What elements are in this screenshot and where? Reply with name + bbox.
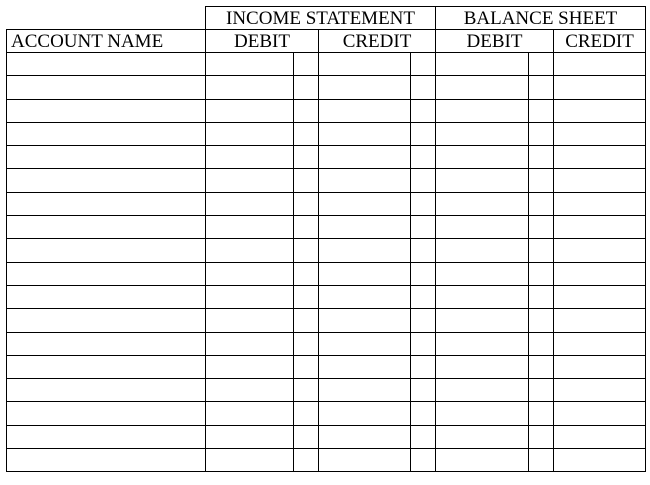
balance-credit-cell[interactable] — [554, 239, 646, 262]
income-debit-cents-cell[interactable] — [294, 146, 319, 169]
balance-credit-cell[interactable] — [554, 425, 646, 448]
balance-debit-cell[interactable] — [436, 122, 529, 145]
income-credit-cell[interactable] — [319, 99, 411, 122]
income-debit-cell[interactable] — [206, 146, 294, 169]
income-credit-cents-cell[interactable] — [411, 53, 436, 76]
income-credit-cell[interactable] — [319, 53, 411, 76]
income-credit-cents-cell[interactable] — [411, 332, 436, 355]
income-debit-cents-cell[interactable] — [294, 262, 319, 285]
income-debit-cents-cell[interactable] — [294, 355, 319, 378]
income-statement-header: INCOME STATEMENT — [206, 7, 436, 30]
income-debit-cents-cell[interactable] — [294, 285, 319, 308]
balance-debit-cents-cell[interactable] — [529, 425, 554, 448]
column-header-row — [7, 30, 646, 53]
income-credit-cell[interactable] — [319, 355, 411, 378]
table-row — [7, 379, 646, 402]
balance-credit-cell[interactable] — [554, 99, 646, 122]
account-name-cell[interactable] — [7, 216, 206, 239]
balance-debit-cents-cell[interactable] — [529, 309, 554, 332]
income-credit-cents-cell[interactable] — [411, 122, 436, 145]
income-credit-cents-cell[interactable] — [411, 309, 436, 332]
income-credit-cents-cell[interactable] — [411, 425, 436, 448]
table-row — [7, 76, 646, 99]
income-credit-cents-cell[interactable] — [411, 169, 436, 192]
balance-debit-cents-cell[interactable] — [529, 262, 554, 285]
income-credit-cell[interactable] — [319, 285, 411, 308]
balance-debit-cell[interactable] — [436, 99, 529, 122]
balance-debit-cell[interactable] — [436, 53, 529, 76]
balance-credit-cell[interactable] — [554, 379, 646, 402]
balance-debit-cents-cell[interactable] — [529, 76, 554, 99]
table-row — [7, 285, 646, 308]
income-debit-cell[interactable] — [206, 285, 294, 308]
income-credit-cell[interactable] — [319, 262, 411, 285]
account-name-cell[interactable] — [7, 355, 206, 378]
balance-credit-cell[interactable] — [554, 216, 646, 239]
balance-debit-cents-cell[interactable] — [529, 449, 554, 472]
table-row — [7, 169, 646, 192]
table-row — [7, 99, 646, 122]
account-name-cell[interactable] — [7, 379, 206, 402]
balance-debit-cell[interactable] — [436, 169, 529, 192]
table-row — [7, 402, 646, 425]
income-debit-cell[interactable] — [206, 332, 294, 355]
table-row — [7, 53, 646, 76]
income-debit-cents-cell[interactable] — [294, 169, 319, 192]
income-debit-cell[interactable] — [206, 449, 294, 472]
income-debit-cell[interactable] — [206, 216, 294, 239]
balance-debit-cents-cell[interactable] — [529, 192, 554, 215]
account-name-cell[interactable] — [7, 99, 206, 122]
income-credit-cents-cell[interactable] — [411, 99, 436, 122]
income-debit-cents-cell[interactable] — [294, 425, 319, 448]
income-debit-cents-cell[interactable] — [294, 192, 319, 215]
income-debit-cents-cell[interactable] — [294, 449, 319, 472]
income-credit-cents-cell[interactable] — [411, 379, 436, 402]
income-credit-cell[interactable] — [319, 332, 411, 355]
income-credit-cents-cell[interactable] — [411, 239, 436, 262]
income-debit-cell[interactable] — [206, 425, 294, 448]
balance-debit-cell[interactable] — [436, 146, 529, 169]
table-row — [7, 449, 646, 472]
income-credit-cell[interactable] — [319, 402, 411, 425]
income-debit-cents-cell[interactable] — [294, 53, 319, 76]
income-debit-cents-cell[interactable] — [294, 379, 319, 402]
balance-credit-cell[interactable] — [554, 169, 646, 192]
income-credit-cell[interactable] — [319, 449, 411, 472]
balance-credit-cell[interactable] — [554, 332, 646, 355]
balance-debit-cell[interactable] — [436, 239, 529, 262]
income-credit-cell[interactable] — [319, 379, 411, 402]
balance-credit-cell[interactable] — [554, 449, 646, 472]
income-debit-cents-cell[interactable] — [294, 402, 319, 425]
balance-debit-cents-cell[interactable] — [529, 122, 554, 145]
balance-debit-cell[interactable] — [436, 449, 529, 472]
balance-debit-cell[interactable] — [436, 402, 529, 425]
income-debit-cell[interactable] — [206, 379, 294, 402]
income-credit-header: CREDIT — [319, 30, 436, 53]
income-debit-cents-cell[interactable] — [294, 332, 319, 355]
income-credit-cents-cell[interactable] — [411, 355, 436, 378]
income-debit-cents-cell[interactable] — [294, 239, 319, 262]
balance-debit-cell[interactable] — [436, 379, 529, 402]
balance-credit-cell[interactable] — [554, 53, 646, 76]
balance-debit-cell[interactable] — [436, 425, 529, 448]
account-name-cell[interactable] — [7, 239, 206, 262]
balance-debit-cents-cell[interactable] — [529, 99, 554, 122]
balance-debit-cents-cell[interactable] — [529, 146, 554, 169]
income-credit-cell[interactable] — [319, 146, 411, 169]
balance-debit-cell[interactable] — [436, 355, 529, 378]
income-credit-cents-cell[interactable] — [411, 76, 436, 99]
table-row — [7, 122, 646, 145]
account-name-cell[interactable] — [7, 309, 206, 332]
income-debit-cell[interactable] — [206, 262, 294, 285]
income-credit-cell[interactable] — [319, 76, 411, 99]
balance-debit-cents-cell[interactable] — [529, 53, 554, 76]
balance-debit-cents-cell[interactable] — [529, 379, 554, 402]
income-credit-cell[interactable] — [319, 425, 411, 448]
income-debit-cell[interactable] — [206, 309, 294, 332]
balance-debit-cents-cell[interactable] — [529, 355, 554, 378]
balance-credit-cell[interactable] — [554, 122, 646, 145]
table-row — [7, 216, 646, 239]
income-credit-cents-cell[interactable] — [411, 402, 436, 425]
balance-debit-cell[interactable] — [436, 76, 529, 99]
income-debit-cell[interactable] — [206, 99, 294, 122]
account-name-cell[interactable] — [7, 262, 206, 285]
table-row — [7, 332, 646, 355]
income-debit-cell[interactable] — [206, 402, 294, 425]
balance-credit-cell[interactable] — [554, 402, 646, 425]
account-name-cell[interactable] — [7, 425, 206, 448]
account-name-cell[interactable] — [7, 169, 206, 192]
blank-corner-cell — [7, 7, 206, 30]
income-debit-cell[interactable] — [206, 192, 294, 215]
balance-debit-cents-cell[interactable] — [529, 239, 554, 262]
balance-credit-cell[interactable] — [554, 262, 646, 285]
income-credit-cell[interactable] — [319, 169, 411, 192]
balance-debit-cents-cell[interactable] — [529, 216, 554, 239]
balance-sheet-header: BALANCE SHEET — [436, 7, 646, 30]
account-name-cell[interactable] — [7, 53, 206, 76]
income-debit-cents-cell[interactable] — [294, 216, 319, 239]
worksheet-table — [6, 6, 646, 472]
balance-debit-cents-cell[interactable] — [529, 332, 554, 355]
balance-credit-cell[interactable] — [554, 285, 646, 308]
balance-debit-cents-cell[interactable] — [529, 169, 554, 192]
income-debit-cell[interactable] — [206, 239, 294, 262]
balance-debit-cell[interactable] — [436, 216, 529, 239]
income-credit-cents-cell[interactable] — [411, 449, 436, 472]
income-debit-cell[interactable] — [206, 53, 294, 76]
balance-debit-cell[interactable] — [436, 285, 529, 308]
income-debit-cell[interactable] — [206, 122, 294, 145]
income-debit-cell[interactable] — [206, 355, 294, 378]
table-row — [7, 192, 646, 215]
balance-credit-cell[interactable] — [554, 146, 646, 169]
balance-debit-cents-cell[interactable] — [529, 402, 554, 425]
income-credit-cents-cell[interactable] — [411, 192, 436, 215]
table-row — [7, 355, 646, 378]
account-name-cell[interactable] — [7, 76, 206, 99]
balance-credit-cell[interactable] — [554, 76, 646, 99]
income-debit-cents-cell[interactable] — [294, 309, 319, 332]
table-row — [7, 309, 646, 332]
income-debit-cents-cell[interactable] — [294, 99, 319, 122]
table-row — [7, 425, 646, 448]
table-row — [7, 146, 646, 169]
balance-credit-cell[interactable] — [554, 309, 646, 332]
balance-debit-cell[interactable] — [436, 192, 529, 215]
income-debit-cents-cell[interactable] — [294, 76, 319, 99]
account-name-cell[interactable] — [7, 146, 206, 169]
income-credit-cents-cell[interactable] — [411, 146, 436, 169]
income-credit-cell[interactable] — [319, 309, 411, 332]
group-header-row — [7, 7, 646, 30]
income-credit-cell[interactable] — [319, 122, 411, 145]
balance-debit-cell[interactable] — [436, 262, 529, 285]
income-credit-cents-cell[interactable] — [411, 262, 436, 285]
account-name-cell[interactable] — [7, 449, 206, 472]
income-credit-cents-cell[interactable] — [411, 216, 436, 239]
income-credit-cell[interactable] — [319, 239, 411, 262]
table-row — [7, 239, 646, 262]
balance-credit-header: CREDIT — [554, 30, 646, 53]
worksheet-body — [7, 53, 646, 472]
income-credit-cents-cell[interactable] — [411, 285, 436, 308]
balance-debit-header: DEBIT — [436, 30, 554, 53]
income-credit-cell[interactable] — [319, 192, 411, 215]
table-row — [7, 262, 646, 285]
income-credit-cell[interactable] — [319, 216, 411, 239]
balance-credit-cell[interactable] — [554, 192, 646, 215]
balance-debit-cell[interactable] — [436, 332, 529, 355]
balance-debit-cell[interactable] — [436, 309, 529, 332]
account-name-cell[interactable] — [7, 402, 206, 425]
account-name-cell[interactable] — [7, 122, 206, 145]
balance-debit-cents-cell[interactable] — [529, 285, 554, 308]
income-debit-header: DEBIT — [206, 30, 319, 53]
income-debit-cell[interactable] — [206, 169, 294, 192]
income-debit-cents-cell[interactable] — [294, 122, 319, 145]
account-name-cell[interactable] — [7, 285, 206, 308]
income-debit-cell[interactable] — [206, 76, 294, 99]
account-name-header: ACCOUNT NAME — [7, 30, 206, 53]
balance-credit-cell[interactable] — [554, 355, 646, 378]
account-name-cell[interactable] — [7, 192, 206, 215]
account-name-cell[interactable] — [7, 332, 206, 355]
